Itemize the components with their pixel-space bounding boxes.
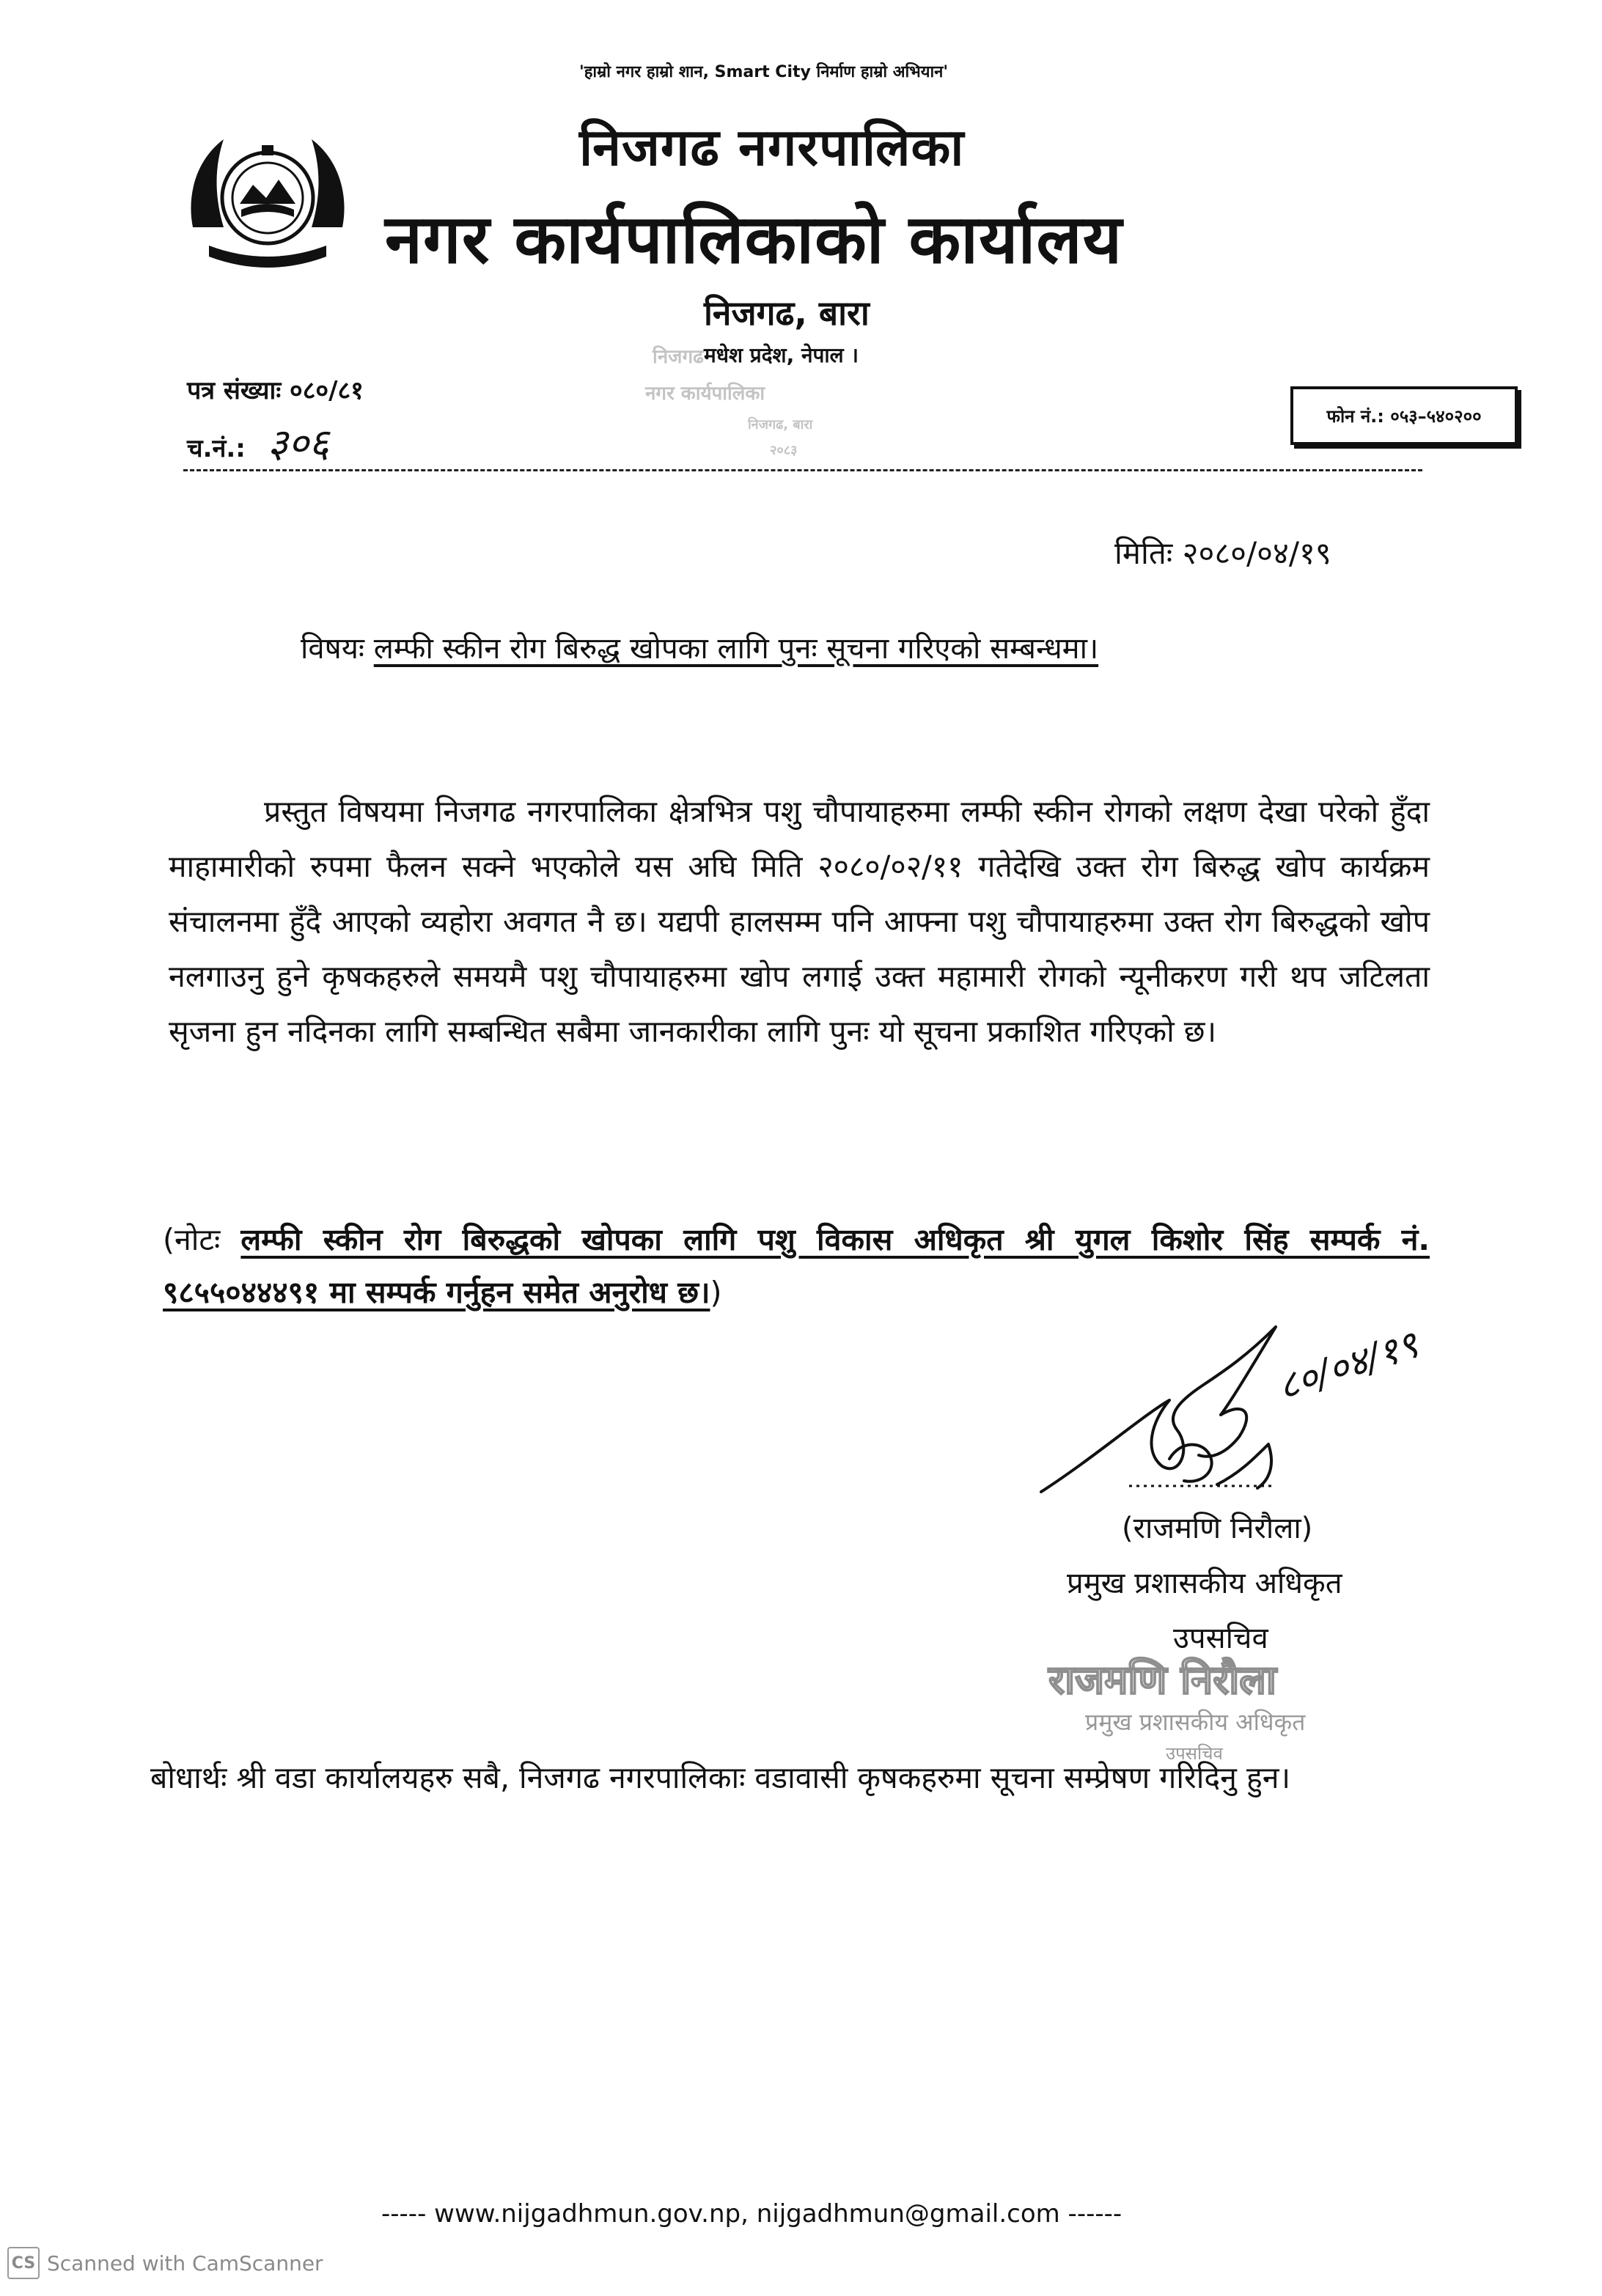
header-divider [183, 469, 1422, 471]
stamp-post: प्रमुख प्रशासकीय अधिकृत [1085, 1708, 1306, 1736]
reference-label: पत्र संख्याः [187, 376, 282, 405]
municipality-emblem-icon [180, 117, 356, 286]
dispatch-label: च.नं.: [187, 434, 246, 463]
signatory-stamp [1041, 1653, 1422, 1763]
handwritten-date: ८०/०४/१९ [1272, 1322, 1424, 1410]
signatory-post: प्रमुख प्रशासकीय अधिकृत [1067, 1567, 1342, 1600]
note-close: ) [710, 1275, 722, 1310]
scanner-text: Scanned with CamScanner [47, 2251, 323, 2275]
note-open: (नोटः [163, 1222, 241, 1257]
note-text: लम्फी स्कीन रोग बिरुद्धको खोपका लागि पशु विकास अधिकृत श्री युगल किशोर सिंह सम्पर्क नं. ९८५५०४४४९१ मा सम्पर्क गर्नुहन समेत अनुरोध छ। [163, 1222, 1430, 1310]
footer-contact: ----- www.nijgadhmun.gov.np, nijgadhmun@gmail.com ------ [381, 2199, 1122, 2229]
office-stamp [638, 334, 850, 466]
stamp-line-3: निजगढ, बारा [748, 417, 813, 433]
stamp-line-2: नगर कार्यपालिका [645, 383, 765, 405]
subject-text: लम्फी स्कीन रोग बिरुद्ध खोपका लागि पुनः सूचना गरिएको सम्बन्धमा। [373, 632, 1099, 666]
address-line-2: मधेश प्रदेश, नेपाल । [704, 343, 859, 367]
stamp-line-4: २०८३ [770, 443, 798, 458]
stamp-line-1: निजगढ [653, 346, 704, 368]
subject-line [301, 627, 1098, 667]
address-line-1: निजगढ, बारा [704, 293, 870, 333]
signatory-name: (राजमणि निरौला) [1122, 1512, 1313, 1545]
office-name: नगर कार्यपालिकाको कार्यालय [385, 200, 1123, 279]
stamp-name: राजमणि निरौला [1048, 1657, 1276, 1703]
tagline: 'हाम्रो नगर हाम्रो शान, Smart City निर्माण हाम्रो अभियान' [579, 63, 949, 81]
phone-number-box: फोन नं.: ०५३–५४०२०० [1290, 386, 1518, 445]
body-paragraph: प्रस्तुत विषयमा निजगढ नगरपालिका क्षेत्रभित्र पशु चौपायाहरुमा लम्फी स्कीन रोगको लक्षण देखा परेको हुँदा माहामारीको रुपमा फैलन सक्ने भएकोले यस अघि मिति २०८०/०२/११ गतेदेखि उक्त रोग बिरुद्ध खोप कार्यक्रम संचालनमा हुँदै आएको व्यहोरा अवगत नै छ। यद्यपी हालसम्म पनि आफ्ना पशु चौपायाहरुमा उक्त रोग बिरुद्धको खोप नलगाउनु हुने कृषकहरुले समयमै पशु चौपायाहरुमा खोप लगाई उक्त महामारी रोगको न्यूनीकरण गरी थप जटिलता सृजना हुन नदिनका लागि सम्बन्धित सबैमा जानकारीका लागि पुनः यो सूचना प्रकाशित गरिएको छ। [169, 794, 1430, 1049]
dispatch-number [187, 414, 329, 468]
signatory-rank: उपसचिव [1173, 1622, 1268, 1655]
letter-date: मितिः २०८०/०४/१९ [1114, 535, 1331, 571]
reference-number [187, 372, 364, 406]
municipality-name: निजगढ नगरपालिका [579, 117, 965, 177]
dispatch-value: ३०६ [267, 420, 329, 466]
scanner-badge [7, 2247, 323, 2279]
stamp-rank: उपसचिव [1166, 1743, 1223, 1763]
camscanner-icon: CS [7, 2247, 40, 2279]
signature [1034, 1312, 1488, 1525]
reference-value: ०८०/८१ [290, 376, 364, 405]
subject-label: विषयः [301, 632, 364, 666]
note-paragraph [163, 1213, 1430, 1319]
copy-to: बोधार्थः श्री वडा कार्यालयहरु सबै, निजगढ नगरपालिकाः वडावासी कृषकहरुमा सूचना सम्प्रेषण गरिदिनु हुन। [150, 1760, 1291, 1795]
